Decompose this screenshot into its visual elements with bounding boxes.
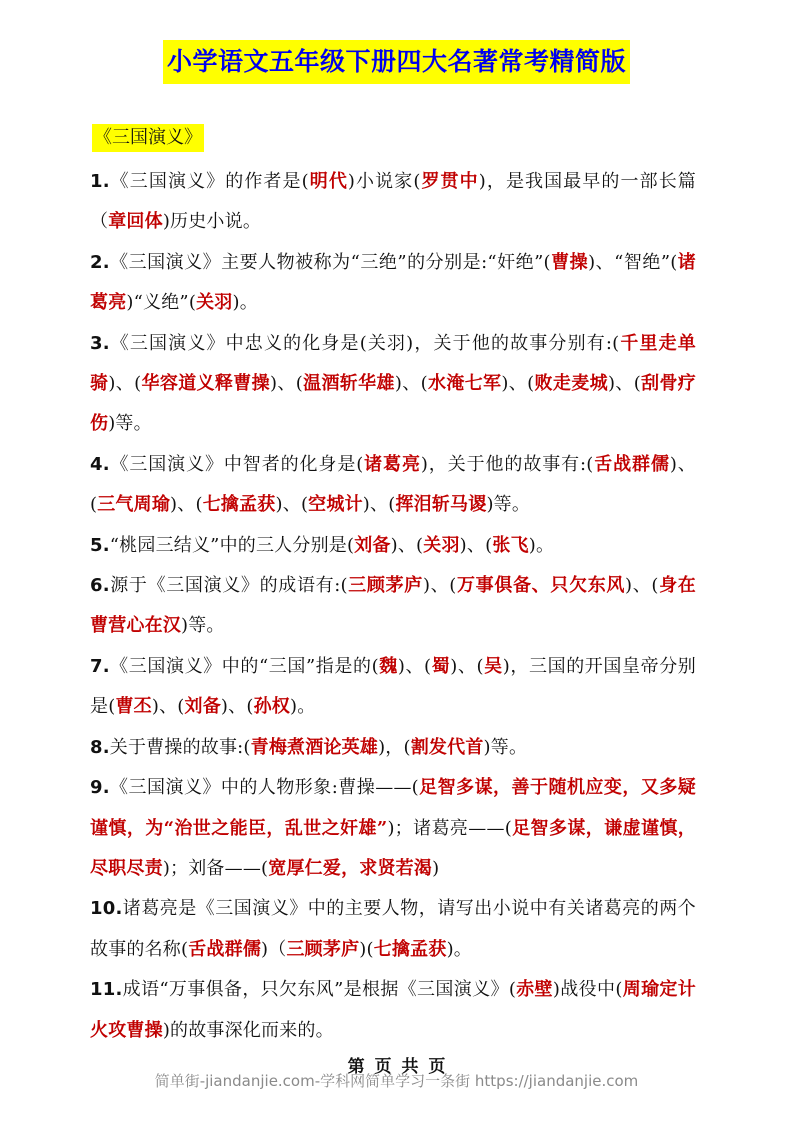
question-text: )“义绝”(: [126, 292, 197, 314]
answer-text: 关羽: [423, 534, 460, 556]
answer-text: 水淹七军: [427, 373, 502, 395]
answer-text: 割发代首: [410, 736, 484, 758]
answer-text: 七擒孟获: [202, 494, 276, 516]
question-text: )的故事深化而来的。: [162, 1019, 334, 1041]
answer-text: 吴: [483, 655, 503, 677]
question-text: )、(: [394, 373, 428, 395]
question-text: )。: [232, 292, 258, 314]
question-text: )、(: [390, 534, 424, 556]
question-text: )、(: [170, 494, 203, 516]
question-text: )、(: [220, 696, 254, 718]
answer-text: 明代: [308, 171, 348, 192]
title-wrapper: [0, 40, 793, 84]
question-item: [90, 970, 696, 1051]
question-text: )、“智绝”(: [588, 251, 678, 273]
question-text: )、(: [397, 655, 432, 677]
question-number: 3.: [90, 332, 110, 354]
question-number: 8.: [90, 736, 110, 758]
answer-text: 三顾茅庐: [347, 575, 423, 597]
question-number: 4.: [90, 453, 110, 475]
question-text: )、(: [501, 373, 535, 395]
question-text: )、(: [459, 534, 493, 556]
question-text: )（: [261, 938, 287, 960]
answer-text: 足智多谋，谦虚谨慎，尽职尽责: [90, 817, 696, 879]
question-text: )、(: [108, 373, 142, 395]
question-text: )，是我国最早的一部长篇（: [90, 171, 696, 233]
question-text: )(: [359, 938, 374, 960]
page-number: 第 页 共 页: [347, 1057, 446, 1077]
question-text: 《三国演义》中的“三国”指是的(: [109, 655, 379, 677]
answer-text: 挥泪斩马谡: [395, 494, 487, 516]
question-text: )、(: [269, 373, 303, 395]
question-text: 成语“万事俱备，只欠东风”是根据《三国演义》(: [122, 979, 517, 1001]
question-text: )。: [446, 938, 472, 960]
answer-text: 关羽: [196, 292, 233, 314]
answer-text: 罗贯中: [420, 171, 479, 192]
section-title: 《三国演义》: [92, 124, 204, 152]
answer-text: 身在曹营心在汉: [90, 575, 696, 637]
answer-text: 华容道义释曹操: [141, 373, 270, 395]
question-text: )。: [528, 534, 555, 556]
question-text: )；刘备——(: [162, 857, 269, 879]
answer-text: 曹操: [550, 251, 589, 273]
question-number: 7.: [90, 655, 110, 677]
question-text: ): [432, 857, 440, 879]
answer-text: 蜀: [431, 655, 451, 677]
question-text: )，三国的开国皇帝分别是(: [90, 655, 696, 718]
answer-text: 曹丕: [115, 696, 152, 718]
answer-text: 章回体: [108, 211, 163, 233]
question-text: )等。: [483, 736, 528, 758]
question-number: 5.: [90, 534, 110, 556]
question-number: 9.: [90, 777, 110, 799]
question-text: )等。: [181, 615, 225, 637]
question-text: 源于《三国演义》的成语有:(: [109, 575, 348, 597]
answer-text: 舌战群儒: [593, 453, 670, 475]
answer-text: 赤壁: [516, 979, 553, 1001]
question-text: 关于曹操的故事:(: [109, 736, 251, 758]
question-item: [90, 566, 696, 647]
footer-watermark: 简单街-jiandanjie.com-学科网简单学习一条街 https://jiandanjie.com: [154, 1072, 639, 1090]
question-text: 诸葛亮是《三国演义》中的主要人物，请写出小说中有关诸葛亮的两个故事的名称(: [90, 898, 696, 960]
answer-text: 千里走单骑: [90, 332, 696, 395]
question-item: [90, 526, 696, 566]
question-item: [90, 768, 696, 889]
answer-text: 足智多谋，善于随机应变，又多疑谨慎，为“治世之能臣，乱世之奸雄”: [90, 777, 697, 839]
question-text: )，(: [378, 736, 411, 758]
question-text: )、(: [625, 575, 659, 597]
question-list: [90, 162, 696, 1051]
question-item: [90, 324, 696, 445]
question-text: )等。: [486, 494, 531, 516]
question-text: “桃园三结义”中的三人分别是(: [109, 534, 355, 556]
answer-text: 诸葛亮: [363, 453, 421, 475]
answer-text: 魏: [378, 655, 398, 677]
question-text: )历史小说。: [162, 211, 262, 233]
question-item: [90, 445, 696, 526]
question-number: 11.: [90, 979, 123, 1001]
answer-text: 诸葛亮: [90, 251, 696, 314]
question-text: 《三国演义》中的人物形象:曹操——(: [109, 777, 419, 799]
question-item: [90, 647, 696, 728]
answer-text: 败走麦城: [534, 373, 608, 395]
question-item: [90, 889, 696, 970]
question-text: )。: [289, 696, 316, 718]
question-number: 2.: [90, 251, 110, 273]
question-text: )战役中(: [552, 979, 623, 1001]
document-title: 小学语文五年级下册四大名著常考精简版: [163, 40, 630, 84]
answer-text: 青梅煮酒论英雄: [250, 736, 379, 758]
question-text: )；诸葛亮——(: [387, 817, 512, 839]
question-text: )、(: [607, 373, 641, 395]
answer-text: 张飞: [492, 534, 529, 556]
answer-text: 七擒孟获: [373, 938, 447, 960]
answer-text: 刮骨疗伤: [90, 373, 697, 435]
answer-text: 周瑜定计火攻曹操: [90, 979, 696, 1041]
answer-text: 三顾茅庐: [286, 938, 360, 960]
question-number: 10.: [90, 898, 123, 920]
question-text: 《三国演义》主要人物被称为“三绝”的分别是:“奸绝”(: [109, 251, 551, 273]
question-item: [90, 728, 696, 768]
question-text: )小说家(: [347, 171, 421, 192]
answer-text: 刘备: [184, 696, 221, 718]
question-text: 《三国演义》中忠义的化身是(关羽)，关于他的故事分别有:(: [109, 332, 620, 354]
question-item: [90, 162, 696, 243]
question-text: )、(: [450, 655, 484, 677]
answer-text: 宽厚仁爱，求贤若渴: [268, 857, 433, 879]
question-text: )、(: [275, 494, 309, 516]
answer-text: 温酒斩华雄: [302, 373, 395, 395]
question-text: )、(: [90, 453, 696, 516]
answer-text: 三气周瑜: [97, 494, 171, 516]
answer-text: 万事俱备、只欠东风: [456, 575, 626, 597]
question-text: 《三国演义》的作者是(: [109, 171, 309, 192]
question-number: 6.: [90, 575, 110, 597]
question-text: )，关于他的故事有:(: [420, 453, 594, 475]
question-text: )、(: [362, 494, 396, 516]
question-text: 《三国演义》中智者的化身是(: [109, 453, 364, 475]
question-number: 1.: [90, 171, 110, 192]
answer-text: 孙权: [253, 696, 290, 718]
question-item: [90, 243, 696, 324]
answer-text: 空城计: [308, 494, 363, 516]
question-text: )等。: [108, 413, 152, 435]
answer-text: 舌战群儒: [188, 938, 262, 960]
question-text: )、(: [151, 696, 185, 718]
question-text: )、(: [422, 575, 457, 597]
answer-text: 刘备: [354, 534, 391, 556]
